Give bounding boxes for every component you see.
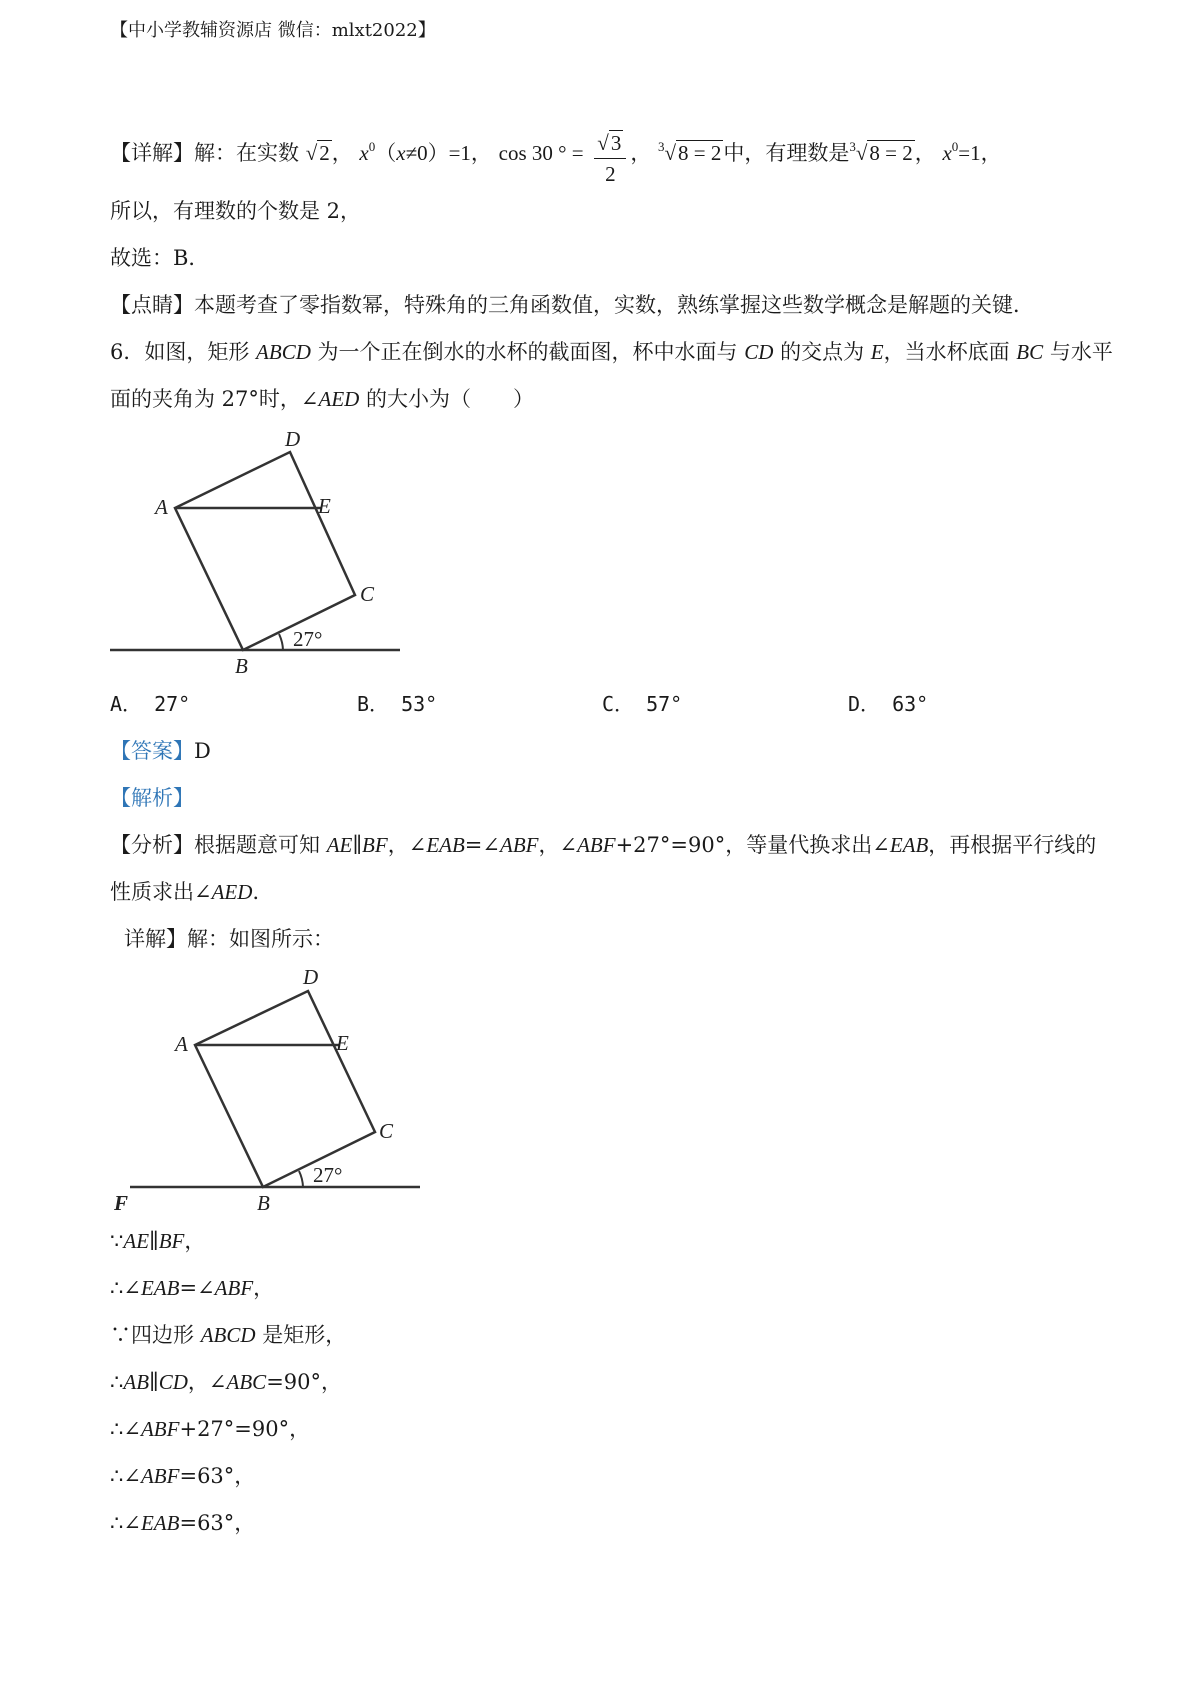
label-angle-2: 27° xyxy=(313,1163,343,1187)
cond-var: x xyxy=(396,141,406,165)
figure-2 xyxy=(105,965,435,1215)
q6-line-1: 6．如图，矩形 ABCD 为一个正在倒水的水杯的截面图，杯中水面与 CD 的交点为 E，当水杯底面 BC 与水平 xyxy=(110,340,1113,364)
detail-label: 【详解】 xyxy=(110,141,194,165)
proof-line-3: ∵四边形 ABCD 是矩形， xyxy=(110,1323,347,1347)
proof-line-4: ∴AB∥CD，∠ABC=90°， xyxy=(110,1370,343,1394)
label-c-2: C xyxy=(379,1119,394,1143)
detail-mid: 中，有理数是 xyxy=(723,141,850,165)
proof-line-2: ∴∠EAB=∠ABF， xyxy=(110,1276,275,1300)
q6-line-2: 面的夹角为 27°时，∠AED 的大小为（ ） xyxy=(110,387,535,411)
prev-detail-line: 【详解】解：在实数 √2， $x^0(x\ne 0)=1$， cos 30 ° = $\frac{√3}{2}$ ， $^3$√8 = 2中，有理数是$^3$√8 = 2， $x^0=1$， xyxy=(110,124,1002,185)
comment-label: 【点睛】 xyxy=(110,293,194,317)
detail-tail: =1， xyxy=(958,141,1002,165)
label-b-1: B xyxy=(235,654,248,675)
label-e-1: E xyxy=(318,494,331,518)
option-c: C． 57° xyxy=(602,692,683,716)
detail-intro: 解：在实数 xyxy=(194,141,299,165)
label-e-2: E xyxy=(336,1031,349,1055)
x-zero: $x^0$ xyxy=(359,139,376,165)
label-b-2: B xyxy=(257,1191,270,1215)
proof-line-5: ∴∠ABF+27°=90°， xyxy=(110,1417,311,1441)
label-c-1: C xyxy=(360,582,375,606)
page-header: 【中小学教辅资源店 微信：mlxt2022】 xyxy=(110,20,436,41)
label-d-1: D xyxy=(285,427,301,451)
prev-comment xyxy=(110,290,1034,320)
label-a-1: A xyxy=(155,495,168,519)
rectangle-abcd-2 xyxy=(195,991,375,1187)
comment-text: 本题考查了零指数幂，特殊角的三角函数值，实数，熟练掌握这些数学概念是解题的关键． xyxy=(194,293,1034,317)
comma-2: ， xyxy=(914,141,936,165)
answer-value: D xyxy=(194,739,211,763)
cos-expr: cos 30 ° = xyxy=(498,141,584,165)
sqrt3-over-2: $\frac{√3}{2}$ xyxy=(594,128,626,189)
label-a-2: A xyxy=(175,1032,188,1056)
cbrt-8-b: $^3$√8 = 2 xyxy=(849,139,913,165)
prev-so: 所以，有理数的个数是 2， xyxy=(110,199,362,223)
label-f-2: F xyxy=(114,1191,129,1215)
cond-rest: ≠0）=1， xyxy=(405,141,492,165)
cond-open: （ xyxy=(375,141,397,165)
analysis-line-1: 【分析】根据题意可知 AE∥BF，∠EAB=∠ABF，∠ABF+27°=90°，等量代换求出∠EAB，再根据平行线的 xyxy=(110,833,1097,857)
analysis-label: 【解析】 xyxy=(110,786,194,810)
proof-line-7: ∴∠EAB=63°， xyxy=(110,1511,256,1535)
label-angle-1: 27° xyxy=(293,627,323,651)
option-a: A． 27° xyxy=(110,692,191,716)
answer xyxy=(110,736,211,766)
analysis-line-2: 性质求出∠AED． xyxy=(110,880,274,904)
figure-1 xyxy=(100,425,420,675)
answer-label: 【答案】 xyxy=(110,739,194,763)
angle-arc-2 xyxy=(299,1171,303,1187)
angle-arc-1 xyxy=(279,634,283,650)
label-d-2: D xyxy=(303,965,319,989)
prev-choice: 故选：B． xyxy=(110,246,210,270)
proof-line-1: ∵AE∥BF， xyxy=(110,1229,206,1253)
proof-line-6: ∴∠ABF=63°， xyxy=(110,1464,256,1488)
option-d: D． 63° xyxy=(848,692,929,716)
detail-line: 详解】解：如图所示： xyxy=(124,927,334,951)
sqrt-2: √2 xyxy=(305,141,330,165)
rectangle-abcd-1 xyxy=(175,452,355,650)
comma-1: ， xyxy=(630,141,652,165)
cbrt-8: $^3$√8 = 2 xyxy=(658,139,722,165)
x-zero-b: $x^0$ xyxy=(942,139,959,165)
option-b: B． 53° xyxy=(357,692,438,716)
